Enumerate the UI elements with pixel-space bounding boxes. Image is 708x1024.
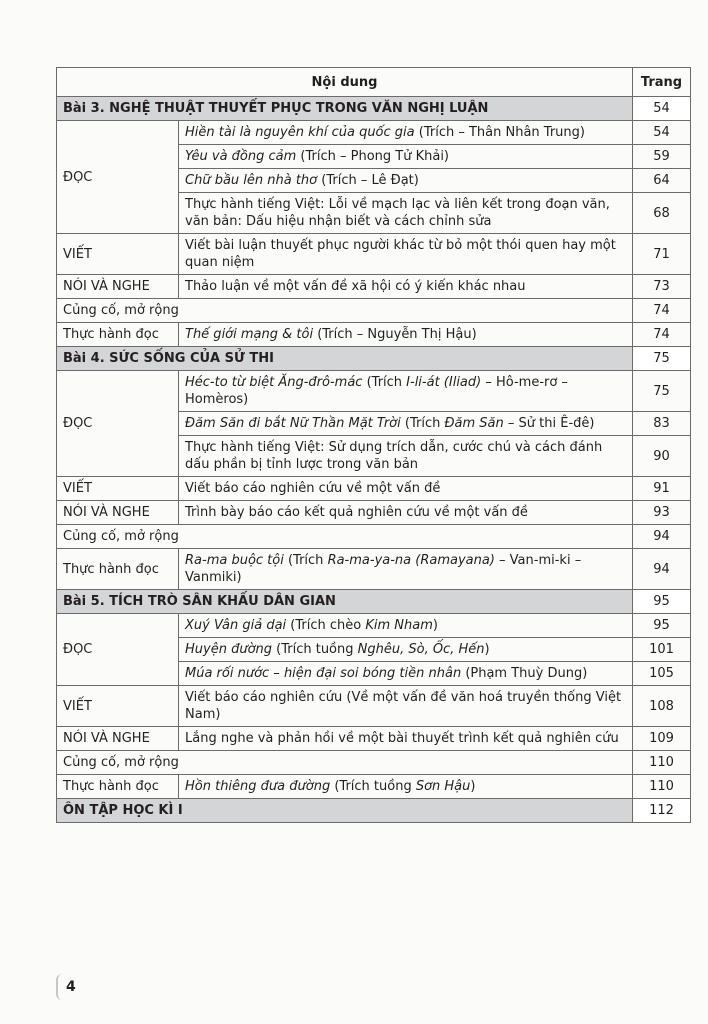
toc-row	[57, 549, 691, 590]
toc-row	[57, 775, 691, 799]
doc-item	[179, 638, 633, 662]
speak-item: Thảo luận về một vấn đề xã hội có ý kiến khác nhau	[179, 275, 633, 299]
lesson-page: 95	[633, 590, 691, 614]
title-text: (Trích	[400, 416, 445, 431]
category-speak: NÓI VÀ NGHE	[57, 727, 179, 751]
toc-row	[57, 525, 691, 549]
title-text: (Trích – Thân Nhân Trung)	[414, 125, 585, 140]
title-italic: Hồn thiêng đưa đường	[185, 779, 331, 794]
category-write: VIẾT	[57, 686, 179, 727]
practice-item	[179, 775, 633, 799]
item-page: 91	[633, 477, 691, 501]
item-page: 109	[633, 727, 691, 751]
header-content: Nội dung	[57, 68, 633, 97]
toc-row	[57, 371, 691, 412]
toc-row	[57, 299, 691, 323]
toc-row	[57, 323, 691, 347]
source-text: )	[470, 779, 476, 794]
category-practice: Thực hành đọc	[57, 323, 179, 347]
item-page: 83	[633, 412, 691, 436]
item-page: 71	[633, 234, 691, 275]
title-italic: Chữ bầu lên nhà thơ	[185, 173, 318, 188]
title-italic: Yêu và đồng cảm	[185, 149, 297, 164]
item-page: 101	[633, 638, 691, 662]
doc-item	[179, 614, 633, 638]
consolidate-item: Củng cố, mở rộng	[57, 299, 633, 323]
toc-row	[57, 727, 691, 751]
source-text: )	[484, 642, 490, 657]
item-page: 105	[633, 662, 691, 686]
source-italic: I-li-át (Iliad) –	[406, 375, 492, 390]
lesson-title: Bài 4. SỨC SỐNG CỦA SỬ THI	[57, 347, 633, 371]
title-italic: Héc-to từ biệt Ăng-đrô-mác	[185, 375, 363, 390]
item-page: 94	[633, 549, 691, 590]
practice-item	[179, 323, 633, 347]
toc-table	[56, 67, 691, 823]
title-italic: Xuý Vân giả dại	[185, 618, 287, 633]
title-italic: Thế giới mạng & tôi	[185, 327, 314, 342]
doc-item	[179, 169, 633, 193]
source-text: – Sử thi Ê-đê)	[503, 416, 595, 431]
item-page: 94	[633, 525, 691, 549]
category-doc: ĐỌC	[57, 614, 179, 686]
lesson-title-row	[57, 590, 691, 614]
title-text: (Trích	[362, 375, 407, 390]
item-page: 73	[633, 275, 691, 299]
doc-item	[179, 371, 633, 412]
item-page: 110	[633, 751, 691, 775]
title-italic: Múa rối nước – hiện đại soi bóng tiền nhân	[185, 666, 462, 681]
title-text: (Trích chèo	[286, 618, 366, 633]
item-page: 75	[633, 371, 691, 412]
category-practice: Thực hành đọc	[57, 775, 179, 799]
item-page: 95	[633, 614, 691, 638]
write-item: Viết báo cáo nghiên cứu (Về một vấn đề văn hoá truyền thống Việt Nam)	[179, 686, 633, 727]
doc-item	[179, 121, 633, 145]
lesson-title: Bài 3. NGHỆ THUẬT THUYẾT PHỤC TRONG VĂN NGHỊ LUẬN	[57, 97, 633, 121]
toc-row	[57, 614, 691, 638]
lesson-page: 75	[633, 347, 691, 371]
review-row	[57, 799, 691, 823]
title-text: Thực hành tiếng Việt: Lỗi về mạch lạc và liên kết trong đoạn văn, văn bản: Dấu hiệu nhận biết và cách chỉnh sửa	[185, 197, 610, 229]
title-italic: Ra-ma buộc tội	[185, 553, 284, 568]
source-italic: Nghêu, Sò, Ốc, Hến	[357, 642, 485, 657]
title-text: Thực hành tiếng Việt: Sử dụng trích dẫn, cước chú và cách đánh dấu phần bị tỉnh lược trong văn bản	[185, 440, 603, 472]
toc-header-row	[57, 68, 691, 97]
item-page: 74	[633, 323, 691, 347]
lesson-title: Bài 5. TÍCH TRÒ SÂN KHẤU DÂN GIAN	[57, 590, 633, 614]
review-title: ÔN TẬP HỌC KÌ I	[57, 799, 633, 823]
toc-row	[57, 275, 691, 299]
source-italic: Sơn Hậu	[415, 779, 471, 794]
write-item: Viết bài luận thuyết phục người khác từ bỏ một thói quen hay một quan niệm	[179, 234, 633, 275]
title-italic: Đăm Săn đi bắt Nữ Thần Mặt Trời	[185, 416, 401, 431]
toc-row	[57, 501, 691, 525]
speak-item: Trình bày báo cáo kết quả nghiên cứu về một vấn đề	[179, 501, 633, 525]
item-page: 90	[633, 436, 691, 477]
page-number: 4	[56, 974, 76, 1000]
source-text: )	[432, 618, 438, 633]
toc-row	[57, 477, 691, 501]
source-text: Hô-me-rơ – Homèros)	[185, 375, 568, 407]
toc-row	[57, 234, 691, 275]
consolidate-item: Củng cố, mở rộng	[57, 751, 633, 775]
toc-row	[57, 121, 691, 145]
item-page: 74	[633, 299, 691, 323]
lesson-title-row	[57, 347, 691, 371]
category-doc: ĐỌC	[57, 121, 179, 234]
category-speak: NÓI VÀ NGHE	[57, 275, 179, 299]
toc-row	[57, 686, 691, 727]
doc-item	[179, 145, 633, 169]
source-italic: Đăm Săn	[444, 416, 504, 431]
item-page: 93	[633, 501, 691, 525]
source-italic: Ra-ma-ya-na (Ramayana)	[327, 553, 495, 568]
write-item: Viết báo cáo nghiên cứu về một vấn đề	[179, 477, 633, 501]
doc-item	[179, 662, 633, 686]
doc-item	[179, 412, 633, 436]
title-text: (Trích tuồng	[330, 779, 416, 794]
item-page: 108	[633, 686, 691, 727]
source-text: – Van-mi-ki – Vanmiki)	[185, 553, 582, 585]
item-page: 54	[633, 121, 691, 145]
toc-row	[57, 751, 691, 775]
lesson-title-row	[57, 97, 691, 121]
title-text: (Trích – Nguyễn Thị Hậu)	[313, 327, 477, 342]
title-text: (Phạm Thuỳ Dung)	[461, 666, 588, 681]
title-italic: Huyện đường	[185, 642, 273, 657]
source-italic: Kim Nham	[365, 618, 433, 633]
category-practice: Thực hành đọc	[57, 549, 179, 590]
item-page: 64	[633, 169, 691, 193]
title-text: (Trích – Lê Đạt)	[317, 173, 419, 188]
category-write: VIẾT	[57, 477, 179, 501]
practice-item	[179, 549, 633, 590]
item-page: 59	[633, 145, 691, 169]
title-italic: Hiền tài là nguyên khí của quốc gia	[185, 125, 415, 140]
doc-item	[179, 436, 633, 477]
review-page: 112	[633, 799, 691, 823]
lesson-page: 54	[633, 97, 691, 121]
title-text: (Trích	[283, 553, 328, 568]
title-text: (Trích – Phong Tử Khải)	[296, 149, 450, 164]
title-text: (Trích tuồng	[272, 642, 358, 657]
speak-item: Lắng nghe và phản hồi về một bài thuyết trình kết quả nghiên cứu	[179, 727, 633, 751]
header-page: Trang	[633, 68, 691, 97]
item-page: 68	[633, 193, 691, 234]
item-page: 110	[633, 775, 691, 799]
category-speak: NÓI VÀ NGHE	[57, 501, 179, 525]
category-doc: ĐỌC	[57, 371, 179, 477]
doc-item	[179, 193, 633, 234]
consolidate-item: Củng cố, mở rộng	[57, 525, 633, 549]
category-write: VIẾT	[57, 234, 179, 275]
